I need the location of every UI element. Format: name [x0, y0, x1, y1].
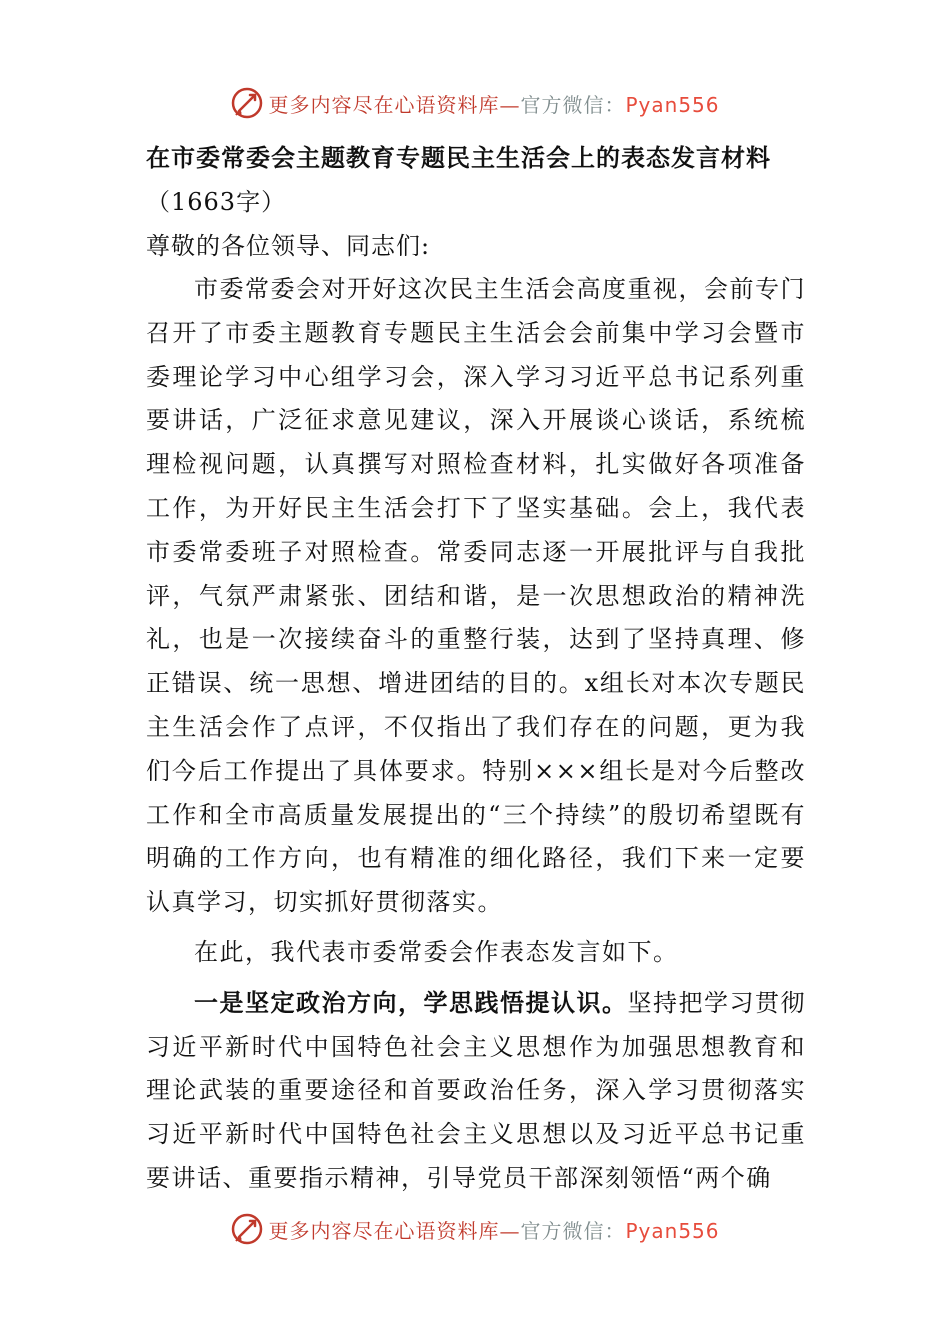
paragraph-point-one	[146, 981, 806, 1201]
quill-logo-icon	[230, 86, 264, 120]
quill-logo-icon	[230, 1212, 264, 1246]
document-body	[146, 136, 806, 1201]
word-count: （1663字）	[146, 188, 287, 216]
document-title: 在市委常委会主题教育专题民主生活会上的表态发言材料	[146, 143, 771, 172]
footer-watermark-banner	[0, 1206, 950, 1252]
point-one-lead: 一是坚定政治方向，学思践悟提认识。	[194, 987, 628, 1017]
point-one-body: 坚持把学习贯彻习近平新时代中国特色社会主义思想作为加强思想教育和理论武装的重要途径和首要政治任务，深入学习贯彻落实习近平新时代中国特色社会主义思想以及习近平总书记重要讲话、重要指示精神，引导党员干部深刻领悟“两个确	[146, 988, 806, 1192]
banner-text: 更多内容尽在心语资料库—官方微信：Pyan556	[268, 92, 720, 117]
salutation: 尊敬的各位领导、同志们:	[146, 232, 431, 260]
header-watermark-banner	[0, 80, 950, 126]
paragraph-intro: 市委常委会对开好这次民主生活会高度重视，会前专门召开了市委主题教育专题民主生活会会前集中学习会暨市委理论学习中心组学习会，深入学习习近平总书记系列重要讲话，广泛征求意见建议，深入开展谈心谈话，系统梳理检视问题，认真撰写对照检查材料，扎实做好各项准备工作，为开好民主生活会打下了坚实基础。会上，我代表市委常委班子对照检查。常委同志逐一开展批评与自我批评，气氛严肃紧张、团结和谐，是一次思想政治的精神洗礼，也是一次接续奋斗的重整行装，达到了坚持真理、修正错误、统一思想、增进团结的目的。x组长对本次专题民主生活会作了点评，不仅指出了我们存在的问题，更为我们今后工作提出了具体要求。特别×××组长是对今后整改工作和全市高质量发展提出的“三个持续”的殷切希望既有明确的工作方向，也有精准的细化路径，我们下来一定要认真学习，切实抓好贯彻落实。	[146, 275, 806, 917]
banner-text: 更多内容尽在心语资料库—官方微信：Pyan556	[268, 1218, 720, 1243]
paragraph-statement: 在此，我代表市委常委会作表态发言如下。	[194, 937, 679, 966]
